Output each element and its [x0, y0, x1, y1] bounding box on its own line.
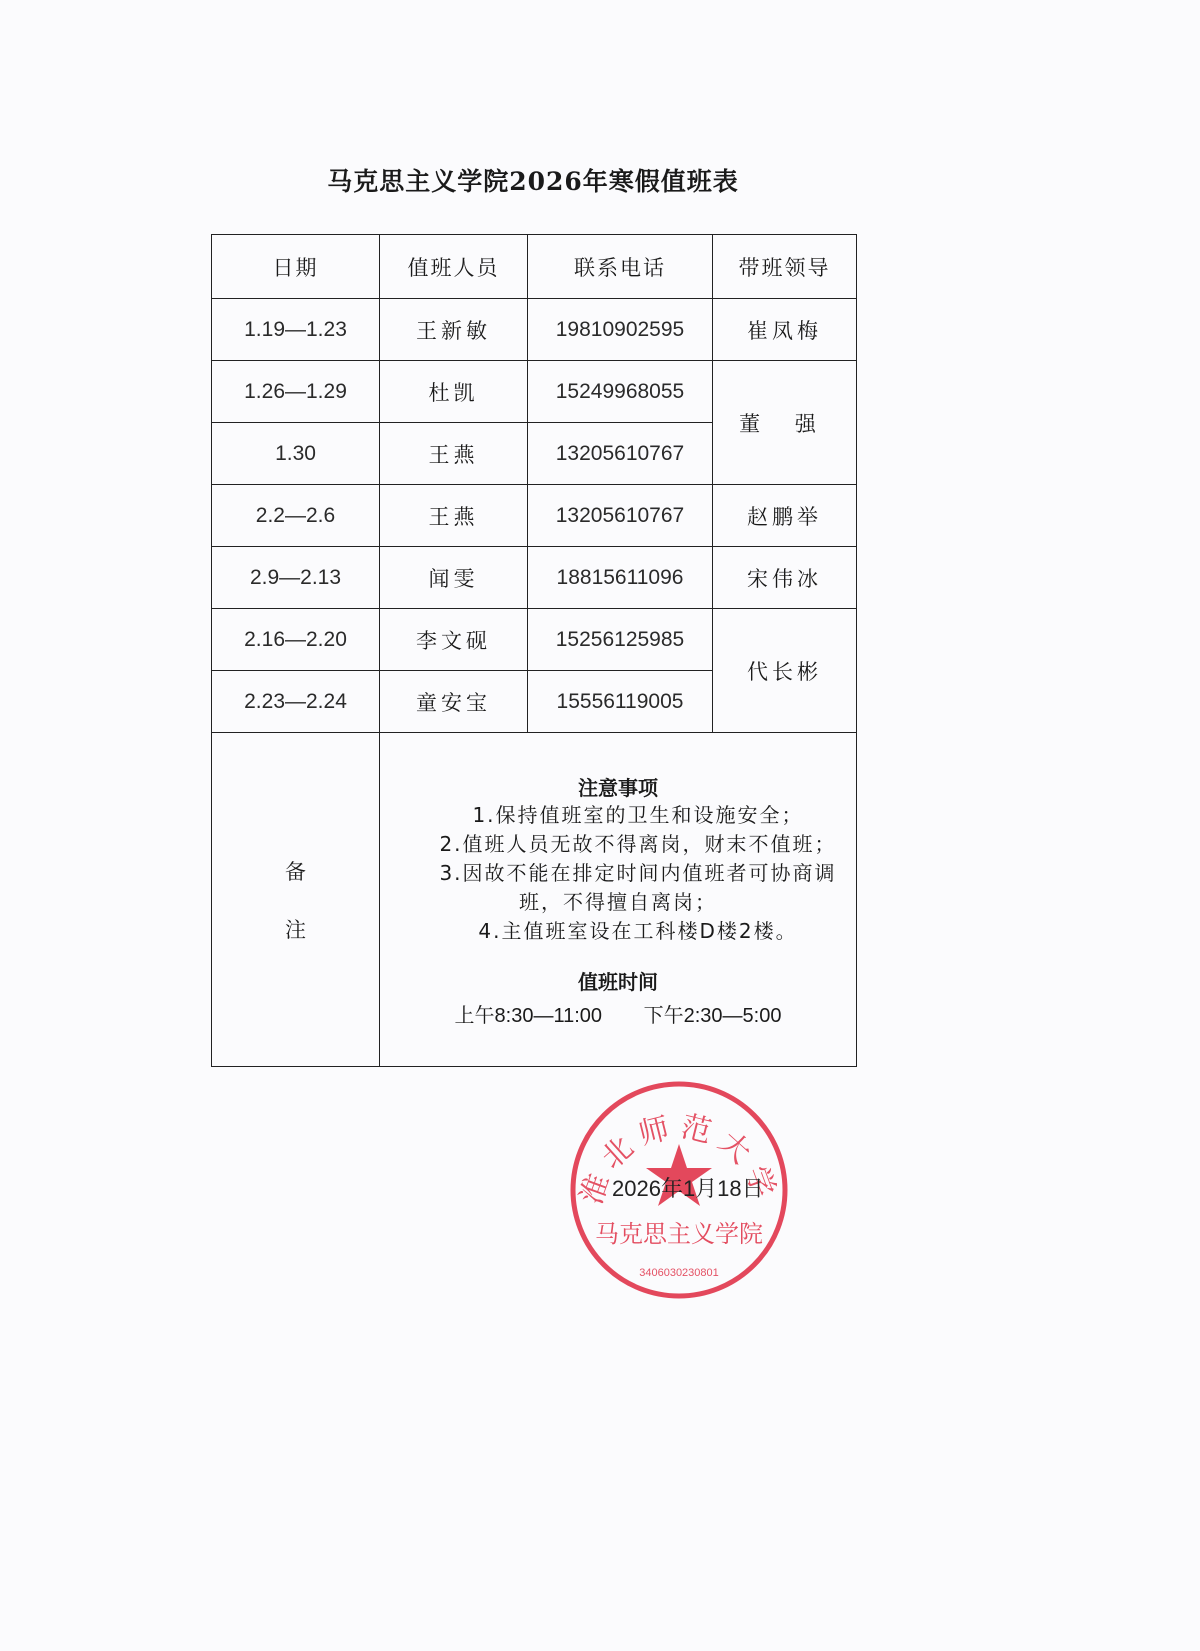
header-phone: 联系电话	[528, 235, 713, 299]
notes-row	[212, 733, 857, 1067]
notes-content	[380, 733, 857, 1067]
table-row	[212, 547, 857, 609]
table-row	[212, 485, 857, 547]
table-row	[212, 299, 857, 361]
cell-date: 1.26—1.29	[212, 361, 380, 423]
duty-time-line	[380, 999, 856, 1028]
notes-label-bottom: 注	[285, 917, 306, 942]
cell-date: 2.16—2.20	[212, 609, 380, 671]
cell-phone: 15249968055	[528, 361, 713, 423]
table-row	[212, 361, 857, 423]
header-date: 日期	[212, 235, 380, 299]
seal-code-text: 3406030230801	[639, 1267, 719, 1279]
cell-date: 2.2—2.6	[212, 485, 380, 547]
cell-date: 1.30	[212, 423, 380, 485]
cell-phone: 13205610767	[528, 423, 713, 485]
notes-heading: 注意事项	[578, 775, 658, 800]
cell-leader: 宋伟冰	[713, 547, 857, 609]
cell-person: 童安宝	[380, 671, 528, 733]
morning-time: 上午8:30—11:00	[454, 1004, 603, 1027]
cell-phone: 15556119005	[528, 671, 713, 733]
afternoon-time: 下午2:30—5:00	[643, 1004, 782, 1027]
cell-person: 李文砚	[380, 609, 528, 671]
seal-org-arc-text: 淮北师范大学	[573, 1109, 785, 1210]
duty-schedule-table	[211, 234, 857, 1067]
cell-phone: 19810902595	[528, 299, 713, 361]
note-item: 3.因故不能在排定时间内值班者可协商调班，不得擅自离岗；	[439, 860, 837, 914]
note-item: 1.保持值班室的卫生和设施安全；	[472, 802, 804, 827]
header-leader: 带班领导	[713, 235, 857, 299]
cell-phone: 18815611096	[528, 547, 713, 609]
cell-leader: 赵鹏举	[713, 485, 857, 547]
cell-date: 2.9—2.13	[212, 547, 380, 609]
notes-label	[212, 733, 380, 1067]
table-header-row	[212, 235, 857, 299]
cell-date: 2.23—2.24	[212, 671, 380, 733]
cell-person: 杜凯	[380, 361, 528, 423]
cell-person: 王新敏	[380, 299, 528, 361]
sign-date: 2026年1月18日	[612, 1176, 764, 1201]
header-person: 值班人员	[380, 235, 528, 299]
notes-label-top: 备	[285, 859, 306, 884]
note-item: 4.主值班室设在工科楼D楼2楼。	[478, 918, 798, 943]
page-title: 马克思主义学院2026年寒假值班表	[327, 167, 739, 196]
seal-dept-text: 马克思主义学院	[595, 1220, 763, 1248]
table-row	[212, 609, 857, 671]
note-item: 2.值班人员无故不得离岗，财末不值班；	[439, 831, 837, 856]
cell-leader: 崔凤梅	[713, 299, 857, 361]
cell-person: 王燕	[380, 423, 528, 485]
cell-leader: 董 强	[713, 361, 857, 485]
cell-phone: 13205610767	[528, 485, 713, 547]
cell-date: 1.19—1.23	[212, 299, 380, 361]
cell-leader: 代长彬	[713, 609, 857, 733]
cell-person: 王燕	[380, 485, 528, 547]
cell-phone: 15256125985	[528, 609, 713, 671]
cell-person: 闻雯	[380, 547, 528, 609]
duty-time-heading: 值班时间	[578, 969, 658, 994]
